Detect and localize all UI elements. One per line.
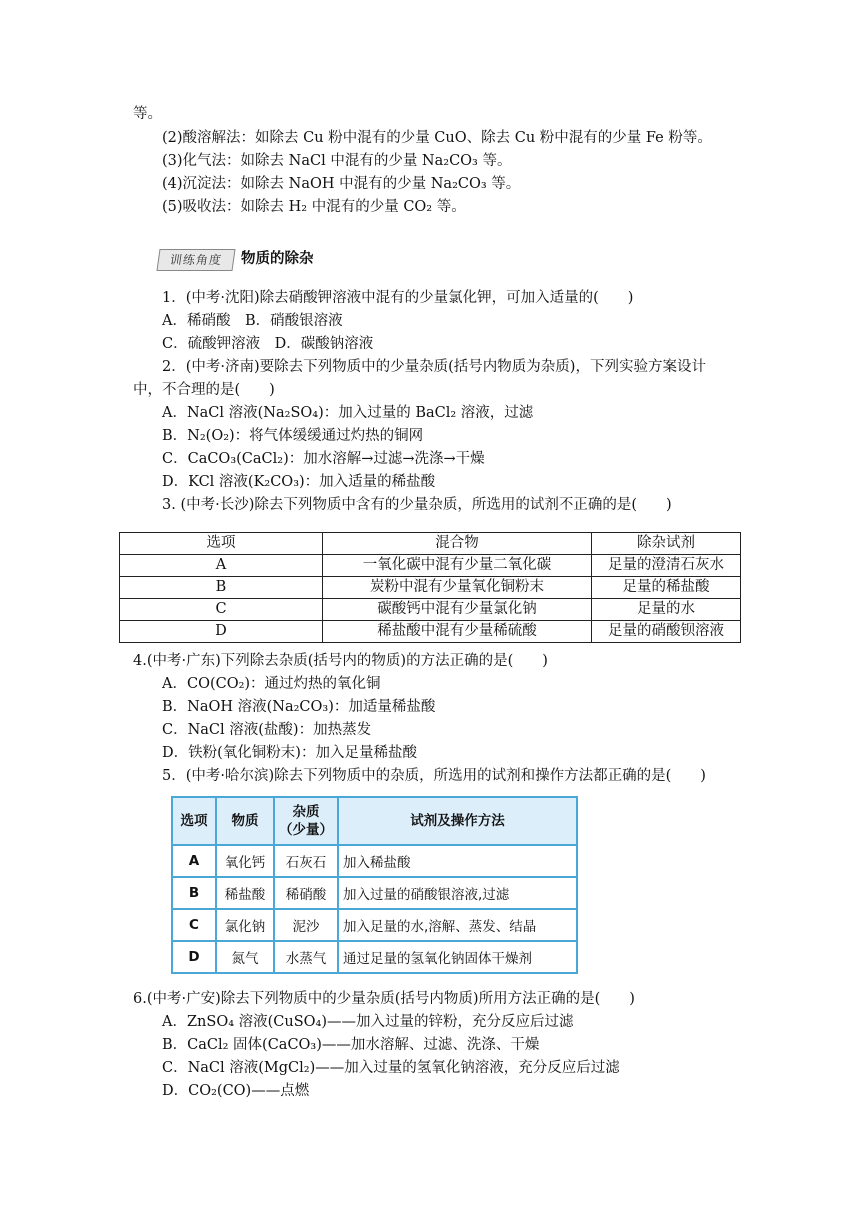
col-header-option: 选项 [172,797,216,845]
cell-method: 加入过量的硝酸银溶液,过滤 [338,877,577,909]
q6-option-b: B．CaCl₂ 固体(CaCO₃)——加水溶解、过滤、洗涤、干燥 [162,1037,540,1053]
q5-table [171,796,578,974]
table-row [120,621,741,643]
cell-impurity: 稀硝酸 [274,877,338,909]
table-row [120,577,741,599]
cell-option: D [172,941,216,973]
cell-method: 加入稀盐酸 [338,845,577,877]
col-header-method: 试剂及操作方法 [338,797,577,845]
cell-option: B [120,577,323,599]
table-row [172,941,577,973]
q6-option-c: C．NaCl 溶液(MgCl₂)——加入过量的氢氧化钠溶液，充分反应后过滤 [162,1060,620,1076]
cell-mixture: 稀盐酸中混有少量稀硫酸 [323,621,592,643]
col-header-option: 选项 [120,533,323,555]
col-header-impurity [274,797,338,845]
section-tag: 训练角度 [156,249,235,271]
cell-mixture: 碳酸钙中混有少量氯化钠 [323,599,592,621]
q1-option-ab: A．稀硝酸 B．硝酸银溶液 [162,313,343,329]
col-header-substance: 物质 [216,797,274,845]
q6-stem: 6.(中考·广安)除去下列物质中的少量杂质(括号内物质)所用方法正确的是( ) [133,991,635,1007]
cell-mixture: 炭粉中混有少量氧化铜粉末 [323,577,592,599]
table-row [120,555,741,577]
cell-substance: 稀盐酸 [216,877,274,909]
cell-reagent: 足量的稀盐酸 [592,577,741,599]
table-row [172,877,577,909]
cell-substance: 氮气 [216,941,274,973]
q1-option-cd: C．硫酸钾溶液 D．碳酸钠溶液 [162,336,374,352]
intro-line-3: (3)化气法：如除去 NaCl 中混有的少量 Na₂CO₃ 等。 [162,153,512,169]
q3-stem: 3. (中考·长沙)除去下列物质中含有的少量杂质，所选用的试剂不正确的是( ) [162,497,672,513]
table-header-row [172,797,577,845]
table-row [120,599,741,621]
q4-option-a: A．CO(CO₂)：通过灼热的氧化铜 [162,676,381,692]
q4-option-d: D．铁粉(氧化铜粉末)：加入足量稀盐酸 [162,745,417,761]
q1-stem: 1．(中考·沈阳)除去硝酸钾溶液中混有的少量氯化钾，可加入适量的( ) [162,290,634,306]
cell-impurity: 泥沙 [274,909,338,941]
cell-reagent: 足量的硝酸钡溶液 [592,621,741,643]
table-row [172,845,577,877]
cell-mixture: 一氧化碳中混有少量二氧化碳 [323,555,592,577]
cell-impurity: 水蒸气 [274,941,338,973]
q6-option-d: D．CO₂(CO)——点燃 [162,1083,310,1099]
table-row [172,909,577,941]
cell-impurity: 石灰石 [274,845,338,877]
q2-option-c: C．CaCO₃(CaCl₂)：加水溶解→过滤→洗涤→干燥 [162,451,485,467]
intro-line-2: (2)酸溶解法：如除去 Cu 粉中混有的少量 CuO、除去 Cu 粉中混有的少量 Fe 粉等。 [162,130,712,146]
cell-option: A [120,555,323,577]
cell-reagent: 足量的澄清石灰水 [592,555,741,577]
intro-line-5: (5)吸收法：如除去 H₂ 中混有的少量 CO₂ 等。 [162,199,466,215]
col-header-reagent: 除杂试剂 [592,533,741,555]
col-header-impurity-line2: （少量） [279,822,333,838]
cell-option: C [172,909,216,941]
cell-option: B [172,877,216,909]
intro-line-4: (4)沉淀法：如除去 NaOH 中混有的少量 Na₂CO₃ 等。 [162,176,521,192]
cell-option: C [120,599,323,621]
q2-option-d: D．KCl 溶液(K₂CO₃)：加入适量的稀盐酸 [162,474,436,490]
q2-option-a: A．NaCl 溶液(Na₂SO₄)：加入过量的 BaCl₂ 溶液，过滤 [162,405,534,421]
col-header-impurity-line1: 杂质 [292,804,320,820]
q4-option-b: B．NaOH 溶液(Na₂CO₃)：加适量稀盐酸 [162,699,436,715]
table-header-row [120,533,741,555]
cell-method: 通过足量的氢氧化钠固体干燥剂 [338,941,577,973]
cell-substance: 氯化钠 [216,909,274,941]
cell-method: 加入足量的水,溶解、蒸发、结晶 [338,909,577,941]
section-title: 物质的除杂 [241,251,314,267]
intro-line-1: 等。 [133,106,162,122]
cell-substance: 氧化钙 [216,845,274,877]
q4-option-c: C．NaCl 溶液(盐酸)：加热蒸发 [162,722,372,738]
cell-option: D [120,621,323,643]
q3-table [119,532,741,643]
q2-option-b: B．N₂(O₂)：将气体缓缓通过灼热的铜网 [162,428,424,444]
q6-option-a: A．ZnSO₄ 溶液(CuSO₄)——加入过量的锌粉，充分反应后过滤 [162,1014,574,1030]
q4-stem: 4.(中考·广东)下列除去杂质(括号内的物质)的方法正确的是( ) [133,653,548,669]
col-header-mixture: 混合物 [323,533,592,555]
q2-stem: 2．(中考·济南)要除去下列物质中的少量杂质(括号内物质为杂质)，下列实验方案设计 [162,359,706,375]
cell-reagent: 足量的水 [592,599,741,621]
cell-option: A [172,845,216,877]
q5-stem: 5．(中考·哈尔滨)除去下列物质中的杂质，所选用的试剂和操作方法都正确的是( ) [162,768,706,784]
q2-stem-cont: 中，不合理的是( ) [133,382,275,398]
